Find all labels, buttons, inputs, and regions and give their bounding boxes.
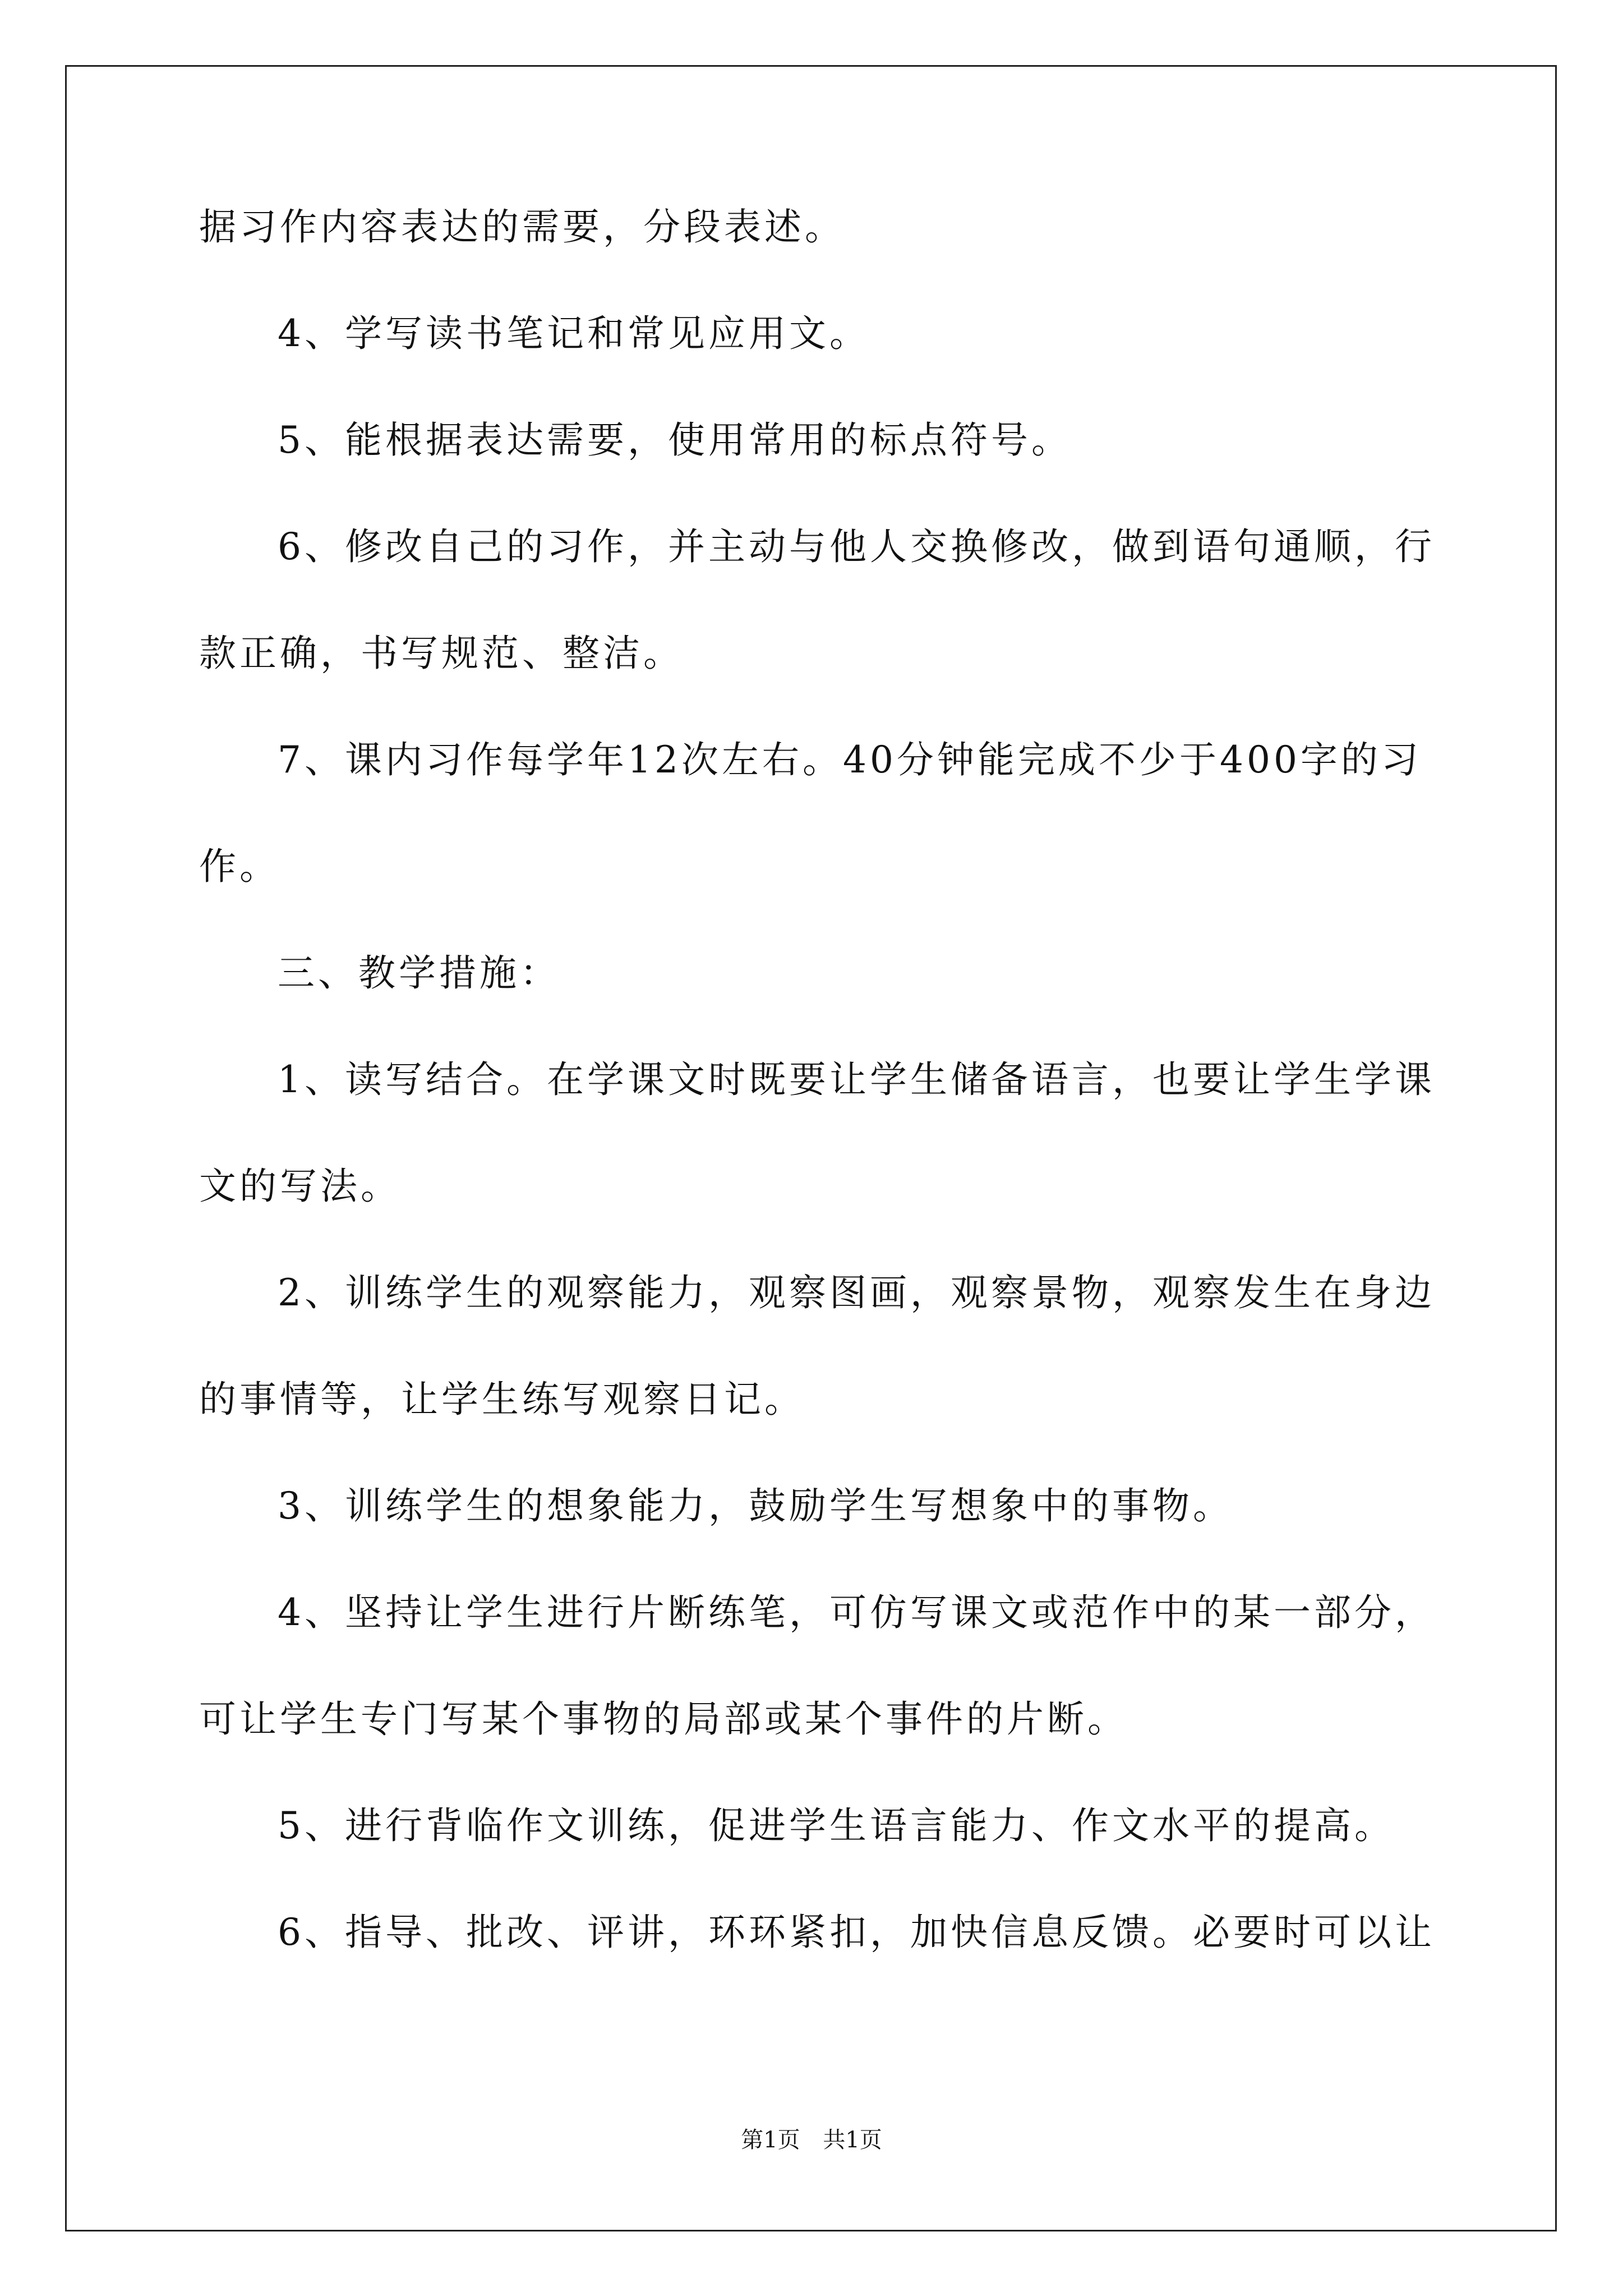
text-line: 6、修改自己的习作，并主动与他人交换修改，做到语句通顺，行	[278, 525, 1435, 568]
text-line: 1、读写结合。在学课文时既要让学生储备语言，也要让学生学课	[278, 1058, 1435, 1101]
page-number: 第1页	[741, 2127, 800, 2153]
text-line: 5、进行背临作文训练，促进学生语言能力、作文水平的提高。	[278, 1804, 1395, 1847]
text-line: 7、课内习作每学年12次左右。40分钟能完成不少于400字的习	[278, 738, 1422, 781]
text-line: 文的写法。	[199, 1165, 401, 1208]
text-line: 6、指导、批改、评讲，环环紧扣，加快信息反馈。必要时可以让	[278, 1911, 1435, 1954]
page-border	[65, 65, 1557, 2231]
text-line: 4、学写读书笔记和常见应用文。	[278, 312, 870, 355]
section-heading: 三、教学措施：	[278, 951, 560, 995]
text-line: 的事情等，让学生练写观察日记。	[199, 1378, 805, 1421]
text-line: 作。	[199, 845, 280, 888]
page-footer	[0, 2123, 1623, 2157]
text-line: 款正确，书写规范、整洁。	[199, 632, 684, 675]
text-line: 据习作内容表达的需要，分段表述。	[199, 205, 845, 249]
text-line: 4、坚持让学生进行片断练笔，可仿写课文或范作中的某一部分，	[278, 1591, 1435, 1634]
text-line: 3、训练学生的想象能力，鼓励学生写想象中的事物。	[278, 1484, 1233, 1527]
text-line: 2、训练学生的观察能力，观察图画，观察景物，观察发生在身边	[278, 1271, 1435, 1314]
page-total: 共1页	[823, 2127, 882, 2153]
text-line: 5、能根据表达需要，使用常用的标点符号。	[278, 418, 1072, 462]
text-line: 可让学生专门写某个事物的局部或某个事件的片断。	[199, 1697, 1128, 1741]
